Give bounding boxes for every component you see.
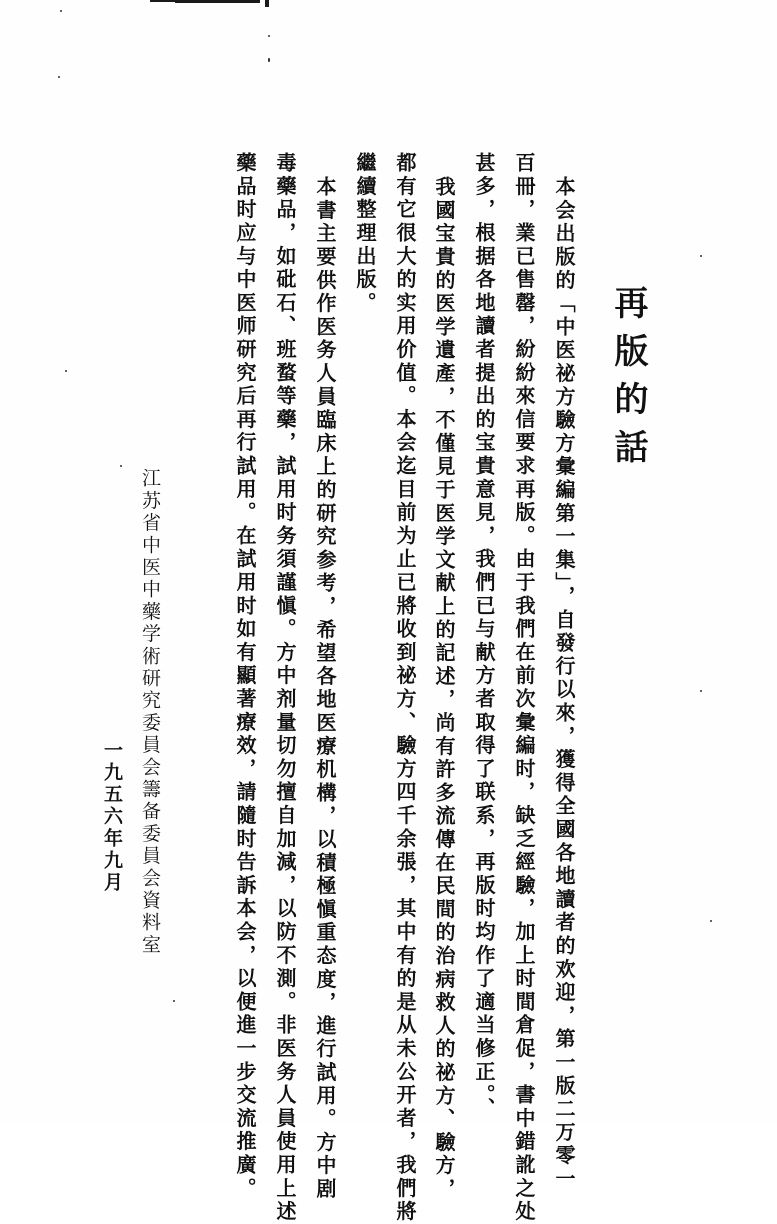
text-column-6: 繼續整理出版。 [353, 152, 377, 316]
text-column-7: 本書主要供作医务人員臨床上的研究参考，希望各地医療机構，以積極愼重态度，進行試用。方中剧 [313, 176, 337, 1202]
scan-speck [700, 690, 702, 692]
scan-speck [268, 58, 270, 62]
text-column-5: 都有它很大的实用价值。本会迄目前为止已將收到祕方、驗方四千余張，其中有的是从未公开者，我們將 [393, 152, 417, 1224]
scan-speck [173, 1000, 175, 1002]
signature-organization: 江苏省中医中藥学術研究委員会籌备委員会資料室 [139, 468, 161, 957]
scan-speck [700, 255, 702, 257]
text-column-2: 百冊，業已售罄，紛紛來信要求再版。由于我們在前次彙編时，缺乏經驗，加上时間倉促，書中錯訛之处 [512, 152, 536, 1224]
scan-speck [65, 370, 67, 372]
text-column-3: 甚多，根据各地讀者提出的宝貴意見，我們已与献方者取得了联系，再版时均作了適当修正。、 [472, 152, 496, 1121]
text-column-9: 藥品时应与中医师研究后再行試用。在試用时如有顯著療效，請隨时告訴本会，以便進一步交流推廣。 [233, 152, 257, 1201]
text-column-8: 毒藥品，如砒石、班蝥等藥，試用时务須謹愼。方中剂量切勿擅自加減，以防不測。非医务人員使用上述 [273, 152, 297, 1224]
signature-date: 一九五六年九月 [101, 740, 123, 894]
text-column-1: 本会出版的「中医祕方驗方彙編第一集」，自發行以來，獲得全國各地讀者的欢迎，第一版二万零一 [552, 176, 576, 1192]
scan-speck [120, 465, 122, 467]
scan-speck [60, 10, 62, 12]
scan-artifact [175, 0, 260, 3]
scan-artifact [265, 0, 269, 7]
text-column-4: 我國宝貴的医学遺產，不僅見于医学文献上的記述，尚有許多流傳在民間的治病救人的祕方、驗方， [432, 176, 456, 1202]
page-title: 再版的話 [608, 285, 648, 477]
scan-speck [268, 35, 270, 37]
scan-speck [58, 76, 60, 78]
scan-speck [710, 920, 712, 922]
scan-top-edge-artifact [0, 0, 777, 4]
